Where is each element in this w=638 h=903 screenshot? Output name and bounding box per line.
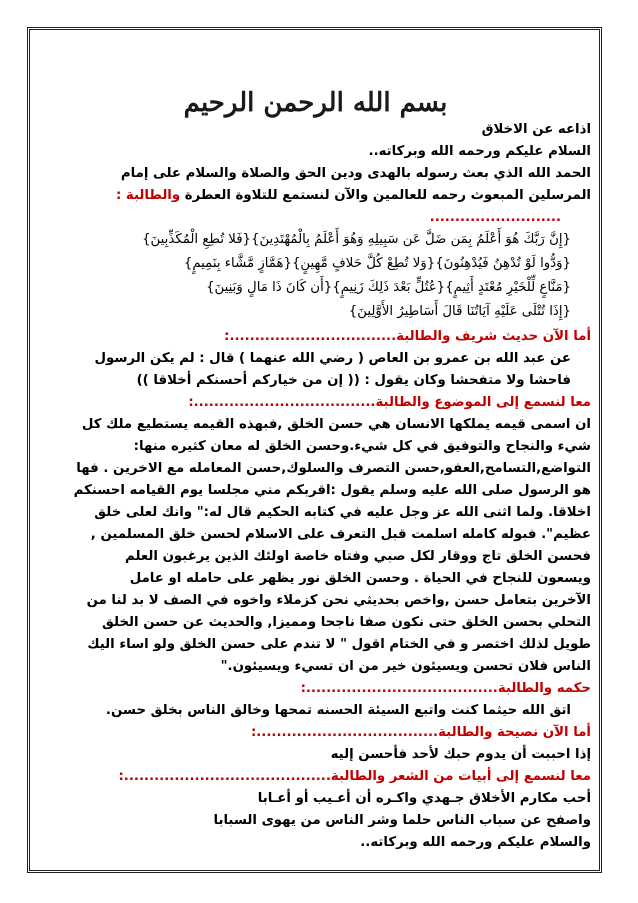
doc-line: السلام عليكم ورحمه الله وبركاته..	[368, 144, 591, 159]
doc-line-text: المرسلين المبعوث رحمه للعالمين والآن لنستمع للتلاوة العطرة	[184, 188, 591, 203]
doc-line: إذا احببت أن يدوم حبك لأحد فأحسن إليه	[330, 747, 591, 762]
doc-line: فحسن الخلق تاج ووقار لكل صبي وفتاه خاصة اولئك الذين يرغبون العلم	[125, 549, 591, 564]
quran-verse: {وَدُّوا لَوْ تُدْهِنُ فَيُدْهِنُونَ}{وَلا تُطِعْ كُلَّ حَلافٍ مَّهِينٍ}{هَمَّازٍ مَّشَّاء بِنَمِيمٍ}	[183, 256, 571, 271]
quran-verse: {إِنَّ رَبَّكَ هُوَ أَعْلَمُ بِمَن ضَلَّ عَن سَبِيلِهِ وَهُوَ أَعْلَمُ بِالْمُهْتَدِينَ}{فَلا تُطِعِ الْمُكَذِّبِينَ}	[142, 232, 571, 247]
quran-verse: {مَنَّاعٍ لِّلْخَيْرِ مُعْتَدٍ أَثِيمٍ}{عُتُلٍّ بَعْدَ ذَلِكَ زَنِيمٍ}{أَن كَانَ ذَا مَالٍ وَبَنِينَ}	[206, 280, 571, 295]
doc-line: الناس فلان تحسن ويسيئون خير من ان تسيء ويسيئون."	[220, 659, 591, 674]
doc-line: ان اسمى قيمه يملكها الانسان هي حسن الخلق ,فبهذه القيمه يستطيع ملك كل	[81, 417, 591, 432]
doc-line: فاحشا ولا متفحشا وكان يقول : (( إن من خيارکم أحسنكم أخلاقا ))	[136, 373, 571, 388]
doc-line: واصفح عن سباب الناس حلما وشر الناس من يهوى السبابا	[213, 813, 591, 828]
doc-line: حكمه والطالبة......................................:	[300, 681, 591, 696]
document-page	[40, 40, 591, 870]
doc-line: ويسعون للنجاح في الحياة . وحسن الخلق نور يظهر على حامله او عامل	[129, 571, 591, 586]
doc-line: أما الآن نصيحة والطالبة....................................:	[250, 725, 591, 740]
doc-line: اخلاقا. ولما اثنى الله عز وجل عليه في كتابه الحكيم قال له:" وانك لعلى خلق	[94, 505, 591, 520]
doc-line: التواضع,التسامح,العفو,حسن التصرف والسلوك,حسن المعامله مع الاخرين . فها	[76, 461, 591, 476]
doc-line: طويل لذلك اختصر و في الختام اقول " لا تندم على حسن الخلق ولو اساء اليك	[87, 637, 591, 652]
doc-line: هو الرسول صلى الله عليه وسلم يقول :اقربكم مني مجلسا يوم القيامه احسنكم	[73, 483, 591, 498]
doc-line: معا لنسمع إلى أبيات من الشعر والطالبة.........................................:	[118, 769, 591, 784]
doc-line: اتق الله حيثما كنت واتبع السيئة الحسنه تمحها وخالق الناس بخلق حسن.	[105, 703, 571, 718]
doc-line: عن عبد الله بن عمرو بن العاص ( رضي الله عنهما ) قال : لم يكن الرسول	[94, 351, 571, 366]
quran-verse: {إِذَا تُتْلَى عَلَيْهِ آيَاتُنَا قَالَ أَسَاطِيرُ الأَوَّلِينَ}	[348, 304, 571, 319]
basmala-heading: بسم الله الرحمن الرحيم	[183, 88, 448, 118]
doc-line: التحلي بحسن الخلق حتى نكون صفا ناجحا ومميزا, والحديث عن حسن الخلق	[102, 615, 591, 630]
doc-line-suffix: والطالبة :	[115, 188, 181, 203]
doc-line	[116, 186, 591, 206]
doc-line: ..........................	[429, 210, 561, 225]
doc-line: معا لنسمع إلى الموضوع والطالبة....................................:	[188, 395, 591, 410]
doc-line: اذاعه عن الاخلاق	[481, 122, 591, 137]
doc-line: أما الآن حديث شريف والطالبة.................................:	[224, 329, 591, 344]
doc-line: أحب مكارم الأخلاق جـهدي واكـره أن أعـيب أو أعـابا	[257, 791, 591, 806]
doc-line: شيء والنجاح والتوفيق في كل شيء.وحسن الخلق له معان كثيره منها:	[133, 439, 591, 454]
doc-line: والسلام عليكم ورحمه الله وبركاته..	[360, 835, 591, 850]
doc-line: عظيم". فبوله كامله اسلمت قبل التعرف على الاسلام لحسن خلق المسلمين ,	[90, 527, 591, 542]
doc-line: الحمد الله الذي بعث رسوله بالهدى ودين الحق والصلاة والسلام على إمام	[120, 166, 591, 181]
doc-line: الآخرين بتعامل حسن ,واخص بحديثي نحن كزملاء واخوه في الصف لا بد لنا من	[86, 593, 591, 608]
